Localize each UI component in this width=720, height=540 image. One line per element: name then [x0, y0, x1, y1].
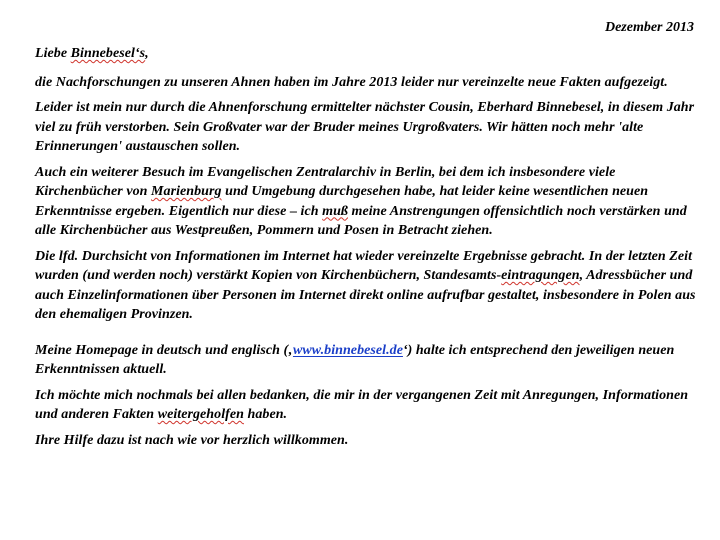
archive-text-1: Auch ein weiterer Besuch im Evangelischen Zentralarchiv in Berlin, bei dem ich insbesondere viele Kirchenbücher von: [35, 164, 616, 199]
homepage-text-2: ‘) halte ich entsprechend den jeweiligen neuen Erkenntnissen aktuell.: [35, 342, 675, 377]
internet-text-2: , Adressbücher und auch Einzelinformationen über Personen im Internet direkt online aufrufbar gestaltet, insbesondere in Polen aus den ehemaligen Provinzen.: [35, 268, 696, 322]
word-eintragungen: eintragungen: [501, 268, 580, 283]
paragraph-welcome: Ihre Hilfe dazu ist nach wie vor herzlich willkommen.: [35, 432, 349, 448]
internet-text-1: Die lfd. Durchsicht von Informationen im Internet hat wieder vereinzelte Ergebnisse gebracht. In der letzten Zeit wurden (und werden noch) verstärkt Kopien von Kirchenbüchern, Standesamts-: [35, 248, 693, 283]
thanks-text-1: Ich möchte mich nochmals bei allen bedanken, die mir in der vergangenen Zeit mit Anregungen, Informationen und anderen Fakten: [35, 387, 689, 422]
paragraph-cousin: Leider ist mein nur durch die Ahnenforschung ermittelter nächster Cousin, Eberhard Binnebesel, in diesem Jahr viel zu früh verstorben. Sein Großvater war der Bruder meines Urgroßvaters. Wir hätten noch mehr 'alte Erinnerungen' austauschen sollen.: [35, 100, 695, 154]
archive-text-3: meine Anstrengungen offensichtlich noch verstärken und alle Kirchenbücher aus Westpreußen, Pommern und Posen in Betracht ziehen.: [35, 203, 687, 238]
paragraph-internet: [35, 247, 699, 325]
thanks-text-2: haben.: [243, 407, 288, 422]
letter-date: Dezember 2013: [604, 20, 694, 35]
paragraph-homepage: [35, 341, 699, 380]
letter-body: [35, 44, 699, 456]
word-marienburg: Marienburg: [151, 184, 222, 199]
greeting-prefix: Liebe: [35, 46, 71, 61]
paragraph-thanks: [35, 386, 699, 425]
word-muss: muß: [322, 203, 348, 219]
homepage-link[interactable]: www.binnebesel.de: [292, 342, 403, 358]
greeting-suffix: ,: [145, 46, 149, 61]
word-weitergeholfen: weitergeholfen: [157, 407, 244, 422]
greeting-name: Binnebesel‘s: [70, 46, 146, 61]
homepage-text-1: Meine Homepage in deutsch und englisch (‚: [35, 342, 293, 358]
paragraph-intro: die Nachforschungen zu unseren Ahnen haben im Jahre 2013 leider nur vereinzelte neue Fakten aufgezeigt.: [35, 74, 668, 90]
paragraph-archive: [35, 163, 699, 241]
greeting: [35, 44, 699, 64]
archive-text-2: und Umgebung durchgesehen habe, hat leider keine wesentlichen neuen Erkenntnisse ergeben. Eigentlich nur diese – ich: [35, 184, 649, 219]
